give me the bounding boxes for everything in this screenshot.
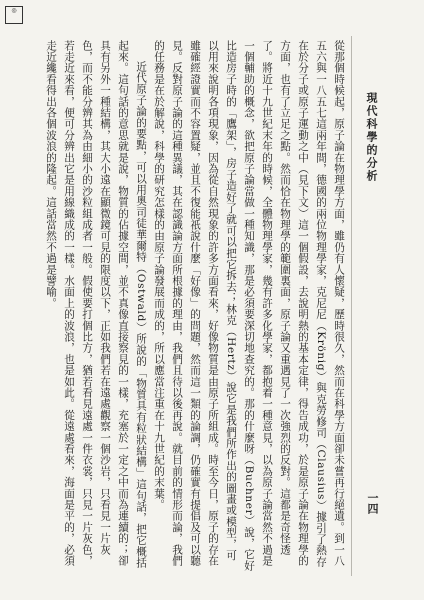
paragraph: 近代原子論的要點，可以用奧司徒華爾特（Ostwald）所說的「物質具有粒狀結構」這句話，把它概括起來。這句話的意思就是說，物質的佔據空間，並不真像直接察見的一樣，充塞於一定之中而為連續的；卻具有另外一種結構，其大小遠在顯微鏡可見的限度以下，正如我們若在遠處觀察一個沙岩，只看見一片灰色，而不能分辨其為由細小的沙粒組成者一般。假使要打個比方，猶若看見遠處一件衣裳，只見一片灰色，若走近來看，便可分辨出它是用線織成的一樣。水面上的波浪，也是如此。從遠處看來，海面是平的，必須走近纔看得出各個波浪的隆起。這話當然不過是譬喻。	[45, 40, 147, 569]
library-stamp	[5, 6, 23, 24]
body-text	[45, 40, 348, 572]
paragraph: 從那個時候起，原子論在物理學方面，雖仍有人懷疑，歷時很久，然而在科學方面卻未嘗再行絕遺。到一八五六與一八五七這兩年間，德國的兩位物理學家，克尼尼（Krönig）與克勞修司（Clausius）據引了熱存在於分子或原子運動之中（見下文）這一個假設，去說明熱的基本定律，得告成功，於是原子論在物理學的方面，也有了立足之點。然而恰在物理學的範圍裏面，原子論又重遇見了一次強烈的反對。這都是奇怪透了。將近十九世紀末年的時候，全體物理學家，幾有許多化學家，都抱着一種意見，以為原子論當然不過是一個輔助的概念，欲把原子論當做一種知識，那是必須要深切地查究的。那的什麼呀（Buchner）說，它好比造房子時的「鷹架」，房子造好了就可以把它拆去；林克（Hertz）說它是我們所作出的圖畫或模型，可以用來說明各項現象，因為從自然現象的許多方面看來，好像物質是由原子所組成。時至今日，原子的存在雖確經證實而不容置疑，並且不復能祇說什麼「好像」的問題，然而這一類的論調，仍確實有提倡及可以聽見。反對原子論的這種異議，其在認識論方面所根據的理由，我們且待以後再說。就目前的情形而論，我們的任務是在於解說，科學的研究怎樣的由原子論發展而成的，所以應當注重在十九世紀的末葉。	[153, 40, 345, 572]
library-stamp-text: ◎	[11, 7, 17, 14]
running-title: 現代科學的分析	[365, 92, 378, 183]
header-rule	[351, 36, 352, 576]
page-number: 一四	[366, 492, 379, 514]
